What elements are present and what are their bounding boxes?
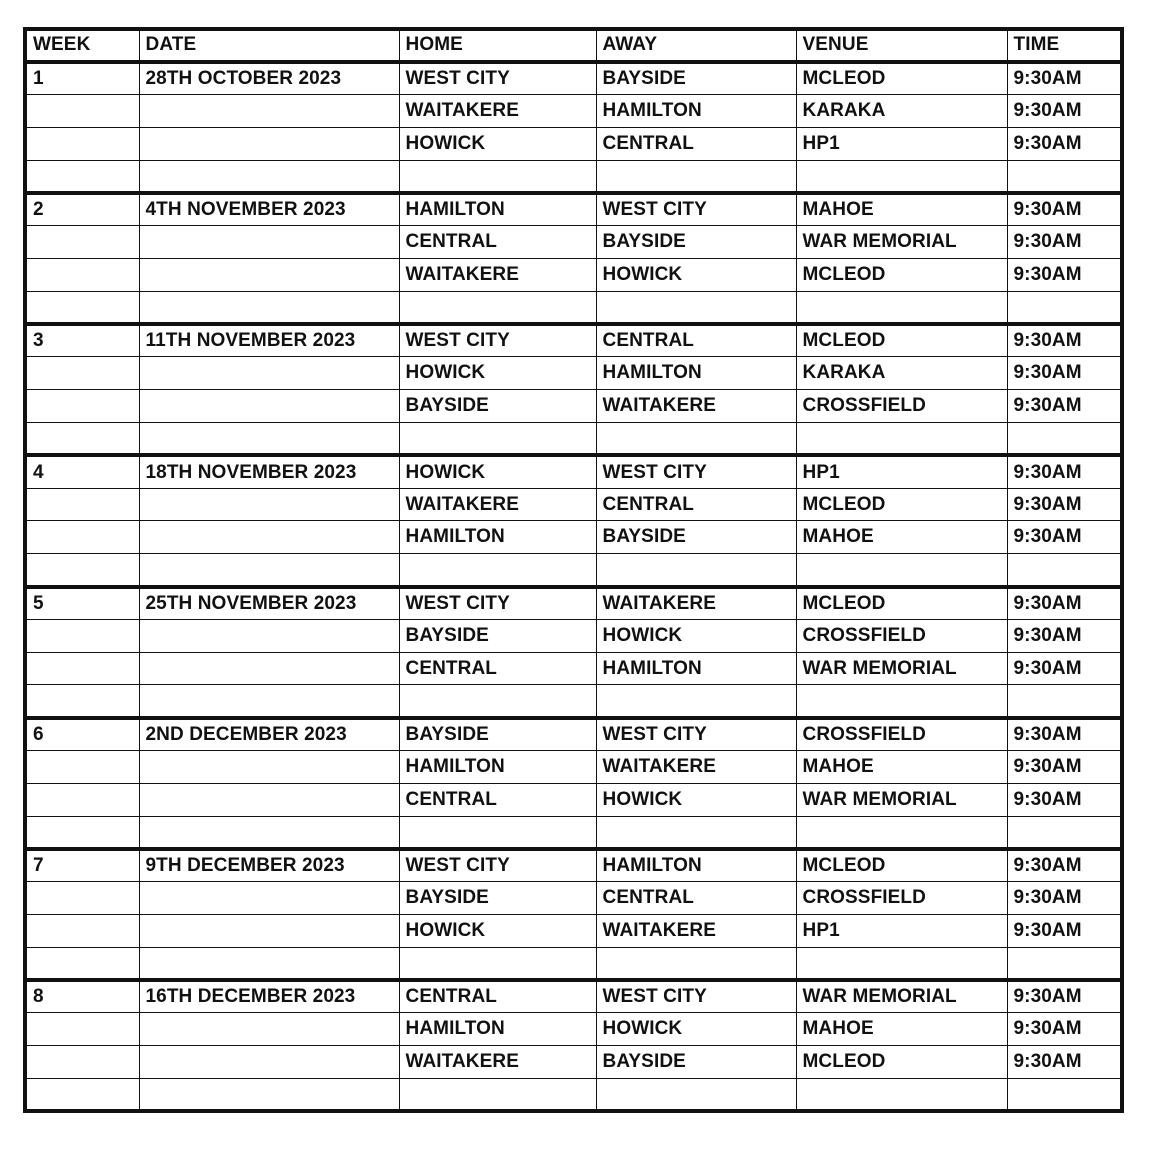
- week-spacer-row: [25, 554, 1122, 587]
- cell-date-empty: [139, 619, 399, 652]
- cell-time: 9:30AM: [1007, 1013, 1122, 1046]
- table-row: [25, 521, 1122, 554]
- cell-week-empty: [25, 783, 139, 816]
- cell-time: 9:30AM: [1007, 521, 1122, 554]
- cell-date-empty: [139, 127, 399, 160]
- cell-venue: MCLEOD: [796, 1046, 1007, 1079]
- cell-date-empty: [139, 783, 399, 816]
- cell-time: 9:30AM: [1007, 324, 1122, 357]
- table-row: [25, 980, 1122, 1013]
- cell-away-team: WAITAKERE: [596, 587, 796, 620]
- week-spacer-row: [25, 291, 1122, 324]
- cell-spacer: [139, 291, 399, 324]
- cell-spacer: [25, 423, 139, 456]
- cell-time: 9:30AM: [1007, 882, 1122, 915]
- cell-spacer: [399, 947, 596, 980]
- cell-week-empty: [25, 751, 139, 784]
- cell-venue: CROSSFIELD: [796, 718, 1007, 751]
- cell-venue: HP1: [796, 127, 1007, 160]
- cell-date-empty: [139, 259, 399, 292]
- table-row: [25, 488, 1122, 521]
- cell-away-team: BAYSIDE: [596, 226, 796, 259]
- cell-away-team: WEST CITY: [596, 193, 796, 226]
- cell-away-team: HAMILTON: [596, 95, 796, 128]
- fixture-schedule-table: [23, 27, 1124, 1113]
- cell-venue: MCLEOD: [796, 324, 1007, 357]
- cell-home-team: CENTRAL: [399, 226, 596, 259]
- cell-date: 4TH NOVEMBER 2023: [139, 193, 399, 226]
- cell-home-team: HAMILTON: [399, 521, 596, 554]
- cell-home-team: CENTRAL: [399, 652, 596, 685]
- cell-home-team: CENTRAL: [399, 783, 596, 816]
- table-row: [25, 193, 1122, 226]
- table-row: [25, 882, 1122, 915]
- cell-time: 9:30AM: [1007, 226, 1122, 259]
- cell-spacer: [399, 685, 596, 718]
- cell-away-team: CENTRAL: [596, 488, 796, 521]
- cell-venue: MAHOE: [796, 521, 1007, 554]
- cell-venue: MCLEOD: [796, 259, 1007, 292]
- cell-venue: CROSSFIELD: [796, 390, 1007, 423]
- cell-time: 9:30AM: [1007, 751, 1122, 784]
- cell-time: 9:30AM: [1007, 455, 1122, 488]
- cell-time: 9:30AM: [1007, 488, 1122, 521]
- table-row: [25, 718, 1122, 751]
- cell-week-empty: [25, 1013, 139, 1046]
- cell-away-team: WEST CITY: [596, 980, 796, 1013]
- cell-home-team: BAYSIDE: [399, 882, 596, 915]
- cell-time: 9:30AM: [1007, 587, 1122, 620]
- table-row: [25, 95, 1122, 128]
- cell-week-empty: [25, 619, 139, 652]
- table-row: [25, 1046, 1122, 1079]
- cell-away-team: BAYSIDE: [596, 62, 796, 95]
- cell-home-team: HOWICK: [399, 127, 596, 160]
- cell-week-empty: [25, 390, 139, 423]
- table-row: [25, 259, 1122, 292]
- cell-spacer: [25, 816, 139, 849]
- cell-venue: MAHOE: [796, 193, 1007, 226]
- cell-venue: WAR MEMORIAL: [796, 783, 1007, 816]
- cell-venue: KARAKA: [796, 95, 1007, 128]
- cell-spacer: [1007, 160, 1122, 193]
- table-row: [25, 652, 1122, 685]
- cell-time: 9:30AM: [1007, 127, 1122, 160]
- cell-date: 11TH NOVEMBER 2023: [139, 324, 399, 357]
- cell-week-number: 8: [25, 980, 139, 1013]
- cell-home-team: BAYSIDE: [399, 718, 596, 751]
- cell-home-team: WAITAKERE: [399, 259, 596, 292]
- cell-spacer: [25, 554, 139, 587]
- table-row: [25, 62, 1122, 95]
- cell-home-team: CENTRAL: [399, 980, 596, 1013]
- cell-venue: WAR MEMORIAL: [796, 980, 1007, 1013]
- fixture-table-container: [23, 27, 1120, 1113]
- cell-week-empty: [25, 127, 139, 160]
- cell-away-team: HAMILTON: [596, 357, 796, 390]
- cell-venue: MAHOE: [796, 1013, 1007, 1046]
- cell-spacer: [139, 160, 399, 193]
- cell-week-number: 3: [25, 324, 139, 357]
- cell-date: 25TH NOVEMBER 2023: [139, 587, 399, 620]
- cell-spacer: [596, 554, 796, 587]
- cell-home-team: WAITAKERE: [399, 95, 596, 128]
- cell-time: 9:30AM: [1007, 915, 1122, 948]
- week-spacer-row: [25, 1079, 1122, 1112]
- cell-away-team: HOWICK: [596, 783, 796, 816]
- cell-spacer: [596, 685, 796, 718]
- cell-spacer: [796, 947, 1007, 980]
- week-spacer-row: [25, 160, 1122, 193]
- cell-time: 9:30AM: [1007, 357, 1122, 390]
- column-header-home: HOME: [399, 29, 596, 62]
- cell-away-team: WAITAKERE: [596, 751, 796, 784]
- cell-away-team: WAITAKERE: [596, 915, 796, 948]
- table-row: [25, 751, 1122, 784]
- cell-time: 9:30AM: [1007, 980, 1122, 1013]
- cell-spacer: [796, 685, 1007, 718]
- table-row: [25, 226, 1122, 259]
- cell-venue: CROSSFIELD: [796, 882, 1007, 915]
- table-row: [25, 587, 1122, 620]
- cell-spacer: [139, 1079, 399, 1112]
- cell-week-empty: [25, 259, 139, 292]
- cell-spacer: [139, 685, 399, 718]
- table-row: [25, 619, 1122, 652]
- cell-away-team: WAITAKERE: [596, 390, 796, 423]
- cell-spacer: [796, 423, 1007, 456]
- cell-week-empty: [25, 882, 139, 915]
- cell-date: 16TH DECEMBER 2023: [139, 980, 399, 1013]
- column-header-away: AWAY: [596, 29, 796, 62]
- cell-time: 9:30AM: [1007, 849, 1122, 882]
- table-row: [25, 455, 1122, 488]
- cell-away-team: HAMILTON: [596, 849, 796, 882]
- cell-week-number: 7: [25, 849, 139, 882]
- cell-date-empty: [139, 521, 399, 554]
- cell-spacer: [399, 291, 596, 324]
- cell-date-empty: [139, 488, 399, 521]
- cell-venue: WAR MEMORIAL: [796, 652, 1007, 685]
- cell-spacer: [139, 423, 399, 456]
- cell-spacer: [796, 554, 1007, 587]
- cell-away-team: CENTRAL: [596, 127, 796, 160]
- cell-venue: HP1: [796, 455, 1007, 488]
- cell-home-team: HOWICK: [399, 357, 596, 390]
- table-row: [25, 1013, 1122, 1046]
- cell-spacer: [25, 685, 139, 718]
- cell-time: 9:30AM: [1007, 193, 1122, 226]
- cell-spacer: [796, 816, 1007, 849]
- table-row: [25, 357, 1122, 390]
- cell-week-number: 5: [25, 587, 139, 620]
- cell-spacer: [139, 947, 399, 980]
- cell-date-empty: [139, 652, 399, 685]
- cell-week-number: 1: [25, 62, 139, 95]
- cell-away-team: HOWICK: [596, 259, 796, 292]
- cell-week-number: 4: [25, 455, 139, 488]
- cell-date-empty: [139, 357, 399, 390]
- cell-home-team: HAMILTON: [399, 193, 596, 226]
- cell-home-team: WEST CITY: [399, 849, 596, 882]
- cell-away-team: WEST CITY: [596, 718, 796, 751]
- cell-home-team: WAITAKERE: [399, 488, 596, 521]
- table-row: [25, 324, 1122, 357]
- cell-week-number: 6: [25, 718, 139, 751]
- cell-spacer: [1007, 947, 1122, 980]
- cell-date-empty: [139, 226, 399, 259]
- cell-spacer: [1007, 291, 1122, 324]
- cell-venue: KARAKA: [796, 357, 1007, 390]
- week-spacer-row: [25, 685, 1122, 718]
- cell-home-team: BAYSIDE: [399, 619, 596, 652]
- table-row: [25, 127, 1122, 160]
- cell-spacer: [796, 160, 1007, 193]
- cell-away-team: CENTRAL: [596, 882, 796, 915]
- column-header-venue: VENUE: [796, 29, 1007, 62]
- cell-home-team: HAMILTON: [399, 1013, 596, 1046]
- cell-home-team: HOWICK: [399, 915, 596, 948]
- cell-away-team: HOWICK: [596, 619, 796, 652]
- cell-time: 9:30AM: [1007, 95, 1122, 128]
- cell-spacer: [25, 160, 139, 193]
- cell-time: 9:30AM: [1007, 783, 1122, 816]
- cell-spacer: [596, 816, 796, 849]
- table-row: [25, 783, 1122, 816]
- cell-spacer: [25, 947, 139, 980]
- cell-week-empty: [25, 915, 139, 948]
- cell-home-team: WEST CITY: [399, 62, 596, 95]
- cell-date-empty: [139, 1013, 399, 1046]
- cell-spacer: [596, 423, 796, 456]
- cell-home-team: WEST CITY: [399, 587, 596, 620]
- cell-time: 9:30AM: [1007, 718, 1122, 751]
- cell-date-empty: [139, 390, 399, 423]
- table-header: [25, 29, 1122, 62]
- column-header-week: WEEK: [25, 29, 139, 62]
- cell-venue: MCLEOD: [796, 488, 1007, 521]
- table-row: [25, 915, 1122, 948]
- cell-home-team: BAYSIDE: [399, 390, 596, 423]
- cell-time: 9:30AM: [1007, 62, 1122, 95]
- cell-away-team: HOWICK: [596, 1013, 796, 1046]
- cell-week-number: 2: [25, 193, 139, 226]
- cell-spacer: [399, 816, 596, 849]
- cell-time: 9:30AM: [1007, 619, 1122, 652]
- table-row: [25, 849, 1122, 882]
- cell-home-team: WEST CITY: [399, 324, 596, 357]
- cell-spacer: [139, 816, 399, 849]
- cell-home-team: HOWICK: [399, 455, 596, 488]
- week-spacer-row: [25, 947, 1122, 980]
- cell-away-team: CENTRAL: [596, 324, 796, 357]
- cell-spacer: [596, 947, 796, 980]
- cell-week-empty: [25, 652, 139, 685]
- cell-date-empty: [139, 882, 399, 915]
- cell-time: 9:30AM: [1007, 259, 1122, 292]
- cell-date-empty: [139, 1046, 399, 1079]
- column-header-date: DATE: [139, 29, 399, 62]
- week-spacer-row: [25, 423, 1122, 456]
- cell-venue: WAR MEMORIAL: [796, 226, 1007, 259]
- cell-spacer: [399, 160, 596, 193]
- cell-home-team: HAMILTON: [399, 751, 596, 784]
- cell-week-empty: [25, 488, 139, 521]
- cell-venue: CROSSFIELD: [796, 619, 1007, 652]
- header-row: [25, 29, 1122, 62]
- cell-spacer: [25, 1079, 139, 1112]
- cell-time: 9:30AM: [1007, 1046, 1122, 1079]
- cell-week-empty: [25, 226, 139, 259]
- cell-time: 9:30AM: [1007, 652, 1122, 685]
- cell-spacer: [596, 291, 796, 324]
- cell-date: 9TH DECEMBER 2023: [139, 849, 399, 882]
- cell-spacer: [25, 291, 139, 324]
- cell-date-empty: [139, 95, 399, 128]
- cell-away-team: BAYSIDE: [596, 521, 796, 554]
- cell-away-team: HAMILTON: [596, 652, 796, 685]
- cell-spacer: [399, 423, 596, 456]
- column-header-time: TIME: [1007, 29, 1122, 62]
- cell-week-empty: [25, 1046, 139, 1079]
- cell-week-empty: [25, 95, 139, 128]
- cell-venue: MCLEOD: [796, 849, 1007, 882]
- cell-spacer: [1007, 685, 1122, 718]
- cell-date: 18TH NOVEMBER 2023: [139, 455, 399, 488]
- cell-away-team: BAYSIDE: [596, 1046, 796, 1079]
- cell-spacer: [796, 1079, 1007, 1112]
- cell-venue: MAHOE: [796, 751, 1007, 784]
- cell-date-empty: [139, 915, 399, 948]
- cell-spacer: [1007, 816, 1122, 849]
- cell-spacer: [399, 554, 596, 587]
- cell-spacer: [596, 1079, 796, 1112]
- cell-time: 9:30AM: [1007, 390, 1122, 423]
- cell-venue: MCLEOD: [796, 587, 1007, 620]
- cell-spacer: [596, 160, 796, 193]
- cell-spacer: [139, 554, 399, 587]
- cell-away-team: WEST CITY: [596, 455, 796, 488]
- cell-spacer: [796, 291, 1007, 324]
- cell-date-empty: [139, 751, 399, 784]
- cell-date: 2ND DECEMBER 2023: [139, 718, 399, 751]
- cell-week-empty: [25, 357, 139, 390]
- cell-spacer: [1007, 423, 1122, 456]
- cell-spacer: [1007, 554, 1122, 587]
- cell-week-empty: [25, 521, 139, 554]
- cell-venue: HP1: [796, 915, 1007, 948]
- cell-spacer: [1007, 1079, 1122, 1112]
- cell-spacer: [399, 1079, 596, 1112]
- cell-date: 28TH OCTOBER 2023: [139, 62, 399, 95]
- table-row: [25, 390, 1122, 423]
- week-spacer-row: [25, 816, 1122, 849]
- cell-venue: MCLEOD: [796, 62, 1007, 95]
- cell-home-team: WAITAKERE: [399, 1046, 596, 1079]
- table-body: [25, 62, 1122, 1112]
